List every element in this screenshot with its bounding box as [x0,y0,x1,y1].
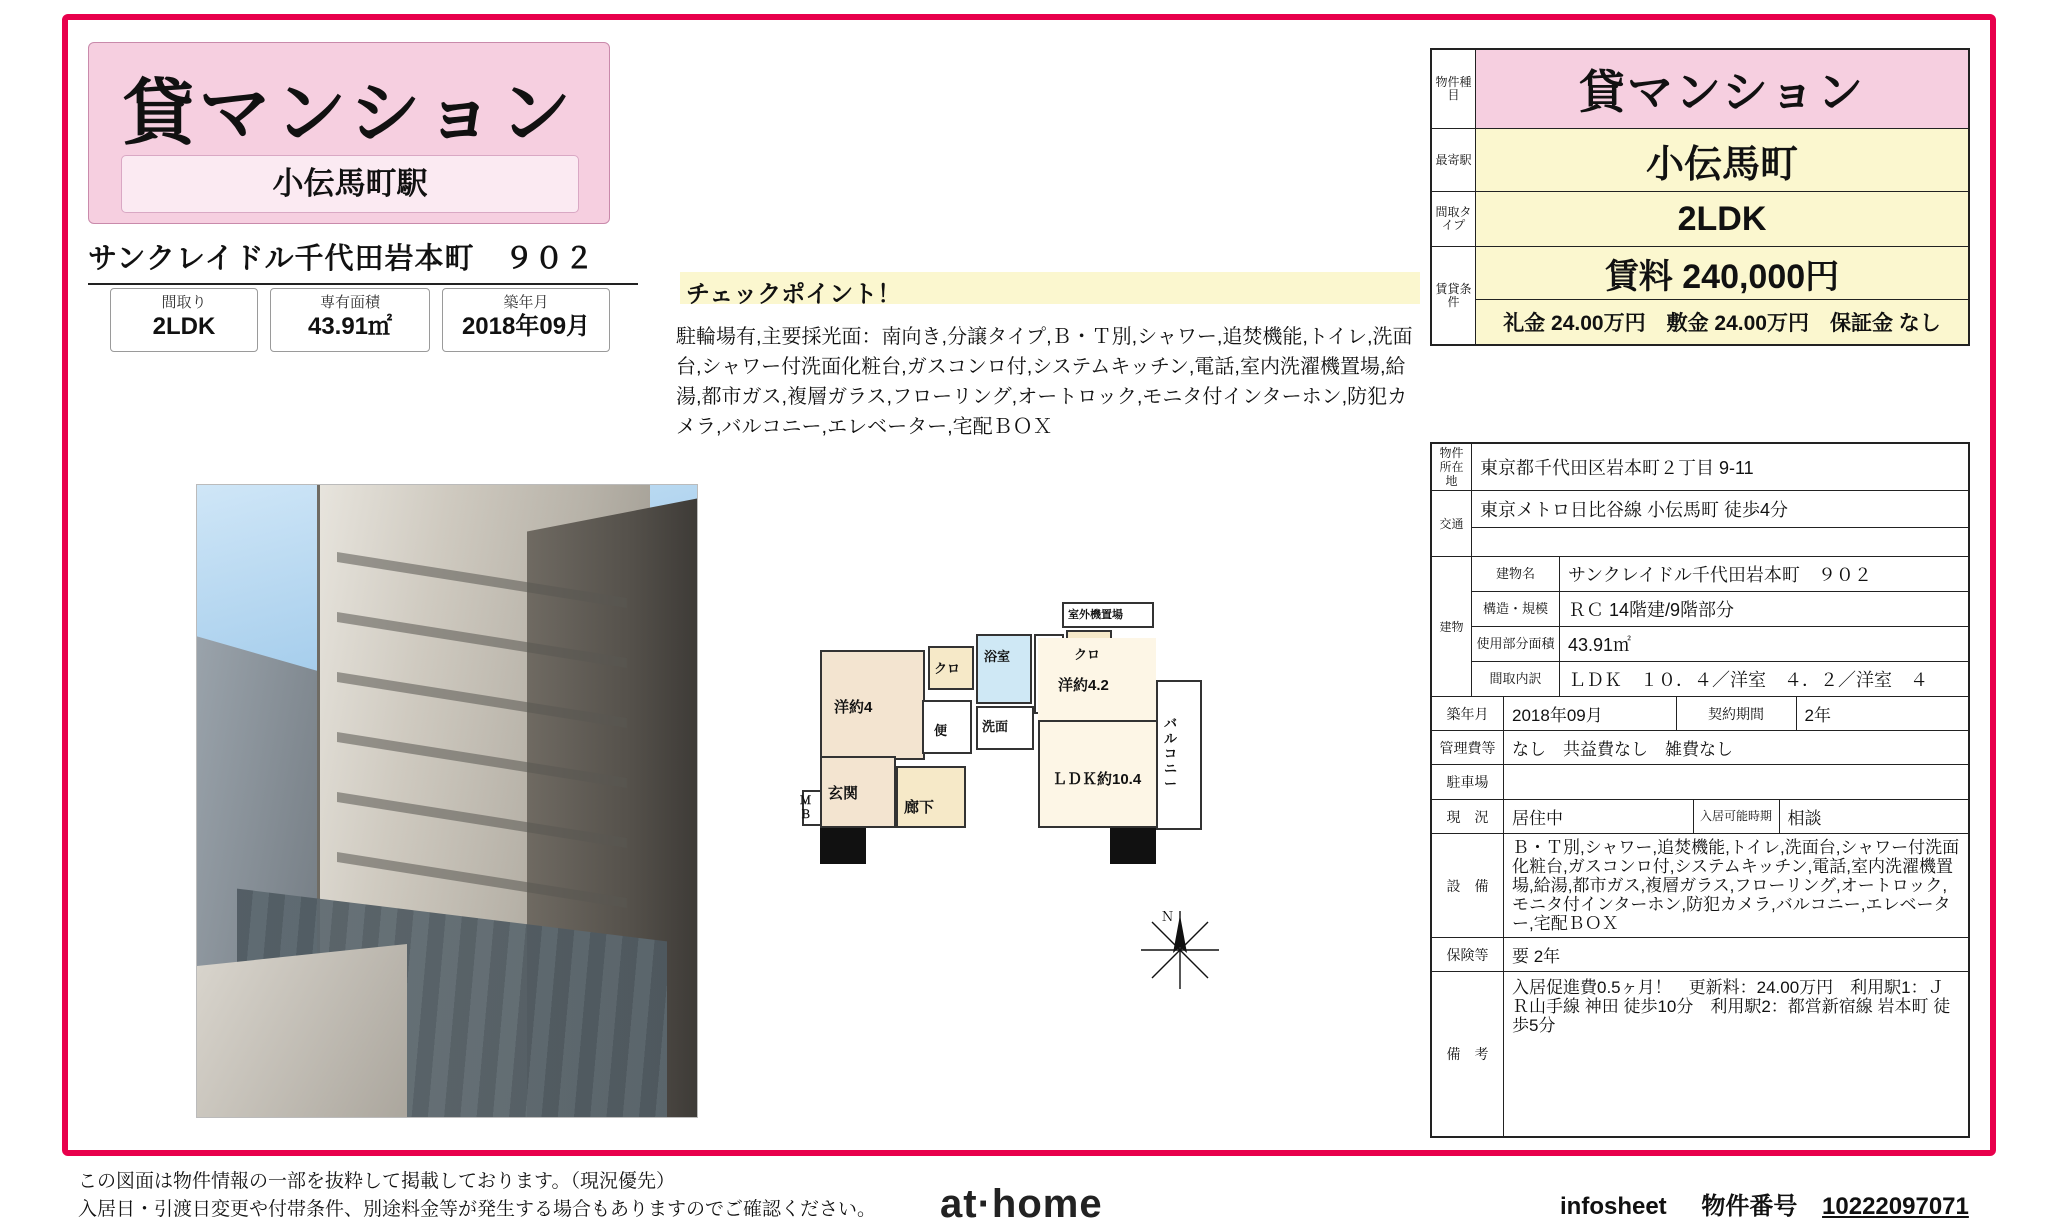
detail-label-status: 現 況 [1432,800,1504,833]
spec-layout [110,288,258,352]
station-badge: 小伝馬町駅 [121,155,579,213]
detail-label-building: 建物 [1432,557,1472,696]
spec-row [110,288,630,352]
footer-disclaimer [78,1168,978,1224]
detail-label-traffic: 交通 [1432,491,1472,556]
detail-traffic-stack [1472,491,1968,556]
plan-label-entrance: 玄関 [828,785,859,802]
detail-value-structure: ＲＣ 14階建/9階部分 [1568,600,1735,620]
detail-value-year: 2018年09月 [1504,697,1677,730]
plan-label-balcony: バルコニー [1164,716,1178,791]
summary-value-layout: 2LDK [1476,192,1968,246]
plan-label-western-42: 洋約4.2 [1058,677,1109,694]
detail-row-address [1432,444,1968,491]
property-photo [196,484,698,1118]
detail-layout-breakdown-row [1472,662,1968,696]
summary-row-station [1432,129,1968,192]
detail-label-remarks: 備 考 [1432,972,1504,1136]
summary-terms-stack [1476,247,1968,344]
spec-year-value: 2018年09月 [461,313,591,340]
summary-table [1430,48,1970,346]
checkpoint-title-highlight [680,272,1420,308]
detail-value-insurance: 要 2年 [1512,947,1561,966]
detail-label-parking: 駐車場 [1432,765,1504,799]
summary-value-deposit: 礼金 24.00万円 敷金 24.00万円 保証金 なし [1476,300,1968,344]
detail-value-mgmt: なし 共益費なし 雑費なし [1512,740,1733,759]
detail-value-address: 東京都千代田区岩本町２丁目 9-11 [1480,458,1754,478]
plan-label-ldk: ＬＤＫ約10.4 [1052,771,1142,788]
detail-value-remarks: 入居促進費0.5ヶ月！ 更新料：24.00万円 利用駅1：ＪＲ山手線 神田 徒歩10分 利用駅2：都営新宿線 岩本町 徒歩5分 [1512,978,1951,1035]
detail-structure-row [1472,592,1968,627]
summary-value-rent: 賃料 240,000円 [1476,247,1968,300]
detail-value-traffic-1: 東京メトロ日比谷線 小伝馬町 徒歩4分 [1472,491,1968,528]
spec-area-label: 専有面積 [319,294,380,311]
floor-plan [800,609,1360,970]
plan-label-closet-1: クロ [934,661,961,676]
spec-year-label: 築年月 [503,294,549,311]
infosheet-label: infosheet [1560,1193,1667,1220]
compass-icon [1135,905,1225,995]
summary-row-layout [1432,192,1968,247]
detail-label-layout-breakdown: 間取内訳 [1472,662,1560,696]
property-no-label: 物件番号 [1701,1193,1798,1220]
property-type-title: 貸マンション [122,74,576,154]
summary-value-station: 小伝馬町 [1476,129,1968,191]
summary-label-terms: 賃貸条件 [1432,247,1476,344]
detail-row-parking [1432,765,1968,800]
plan-label-closet-2: クロ [1074,647,1101,662]
spec-layout-value: 2LDK [152,313,216,340]
svg-text:Ｎ: Ｎ [1161,909,1175,924]
detail-row-year [1432,697,1968,731]
spec-area-value: 43.91㎡ [307,313,393,340]
footer-disclaimer-line1: この図面は物件情報の一部を抜粋して掲載しております。（現況優先） [78,1171,675,1192]
summary-row-terms [1432,247,1968,344]
detail-label-building-name: 建物名 [1472,557,1560,591]
summary-row-type [1432,50,1968,129]
detail-value-movein: 相談 [1787,809,1822,828]
athome-logo: at·home [940,1182,1103,1226]
summary-value-type: 貸マンション [1476,50,1968,128]
detail-label-mgmt: 管理費等 [1432,731,1504,764]
detail-label-movein: 入居可能時期 [1694,800,1780,833]
plan-label-western-4: 洋約4 [834,699,873,716]
plan-label-meter-box: ＭＢ [800,795,811,821]
property-type-banner [88,42,610,224]
plan-label-outdoor-unit: 室外機置場 [1068,609,1123,621]
detail-row-status [1432,800,1968,834]
plan-label-toilet: 便 [934,723,948,738]
summary-label-type: 物件種目 [1432,50,1476,128]
detail-value-building-name: サンクレイドル千代田岩本町 ９０２ [1568,565,1872,585]
checkpoint-body: 駐輪場有,主要採光面：南向き,分譲タイプ,Ｂ・Ｔ別,シャワー,追焚機能,トイレ,洗面台,シャワー付洗面化粧台,ガスコンロ付,システムキッチン,電話,室内洗濯機置場,給湯,都市ガス,複層ガラス,フローリング,オートロック,モニタ付インターホン,防犯カメラ,バルコニー,エレベーター,宅配ＢＯＸ [676,326,1413,438]
detail-value-parking [1504,765,1968,799]
checkpoint-title: チェックポイント！ [686,281,902,308]
detail-label-contract: 契約期間 [1677,697,1797,730]
plan-label-washroom: 洗面 [982,719,1009,734]
detail-area-row [1472,627,1968,662]
detail-value-traffic-2 [1472,528,1968,556]
building-name-heading: サンクレイドル千代田岩本町 ９０２ [88,236,638,285]
detail-row-mgmt [1432,731,1968,765]
detail-value-contract: 2年 [1804,706,1831,725]
detail-value-layout-breakdown: ＬＤＫ １０．４／洋室 ４．２／洋室 ４ [1568,670,1928,690]
detail-label-structure: 構造・規模 [1472,592,1560,626]
detail-label-equipment: 設 備 [1432,834,1504,937]
detail-value-area: 43.91㎡ [1568,635,1632,655]
detail-row-building [1432,557,1968,697]
detail-label-year: 築年月 [1432,697,1504,730]
detail-value-status: 居住中 [1504,800,1694,833]
photo-lowrise-building [197,944,407,1118]
detail-building-name-row [1472,557,1968,592]
infosheet-footer [1560,1186,1969,1221]
detail-label-address: 物件所在地 [1432,444,1472,490]
summary-label-station: 最寄駅 [1432,129,1476,191]
footer-disclaimer-line2: 入居日・引渡日変更や付帯条件、別途料金等が発生する場合もありますのでご確認ください。 [78,1199,877,1220]
detail-label-insurance: 保険等 [1432,938,1504,971]
spec-year [442,288,610,352]
detail-row-traffic [1432,491,1968,557]
plan-balcony [1156,680,1202,830]
detail-row-remarks [1432,972,1968,1136]
plan-label-bath: 浴室 [984,649,1011,664]
spec-layout-label: 間取り [161,294,207,311]
spec-area [270,288,430,352]
plan-bath [976,634,1032,704]
summary-label-layout: 間取タイプ [1432,192,1476,246]
detail-row-insurance [1432,938,1968,972]
detail-label-area: 使用部分面積 [1472,627,1560,661]
property-no-value: 10222097071 [1822,1193,1969,1220]
detail-building-stack [1472,557,1968,696]
detail-table [1430,442,1970,1138]
detail-row-equipment [1432,834,1968,938]
detail-value-equipment: Ｂ・Ｔ別,シャワー,追焚機能,トイレ,洗面台,シャワー付洗面化粧台,ガスコンロ付,システムキッチン,電話,室内洗濯機置場,給湯,都市ガス,複層ガラス,フローリング,オートロック,モニタ付インターホン,防犯カメラ,バルコニー,エレベーター,宅配ＢＯＸ [1512,838,1960,933]
plan-label-hallway: 廊下 [904,799,935,816]
